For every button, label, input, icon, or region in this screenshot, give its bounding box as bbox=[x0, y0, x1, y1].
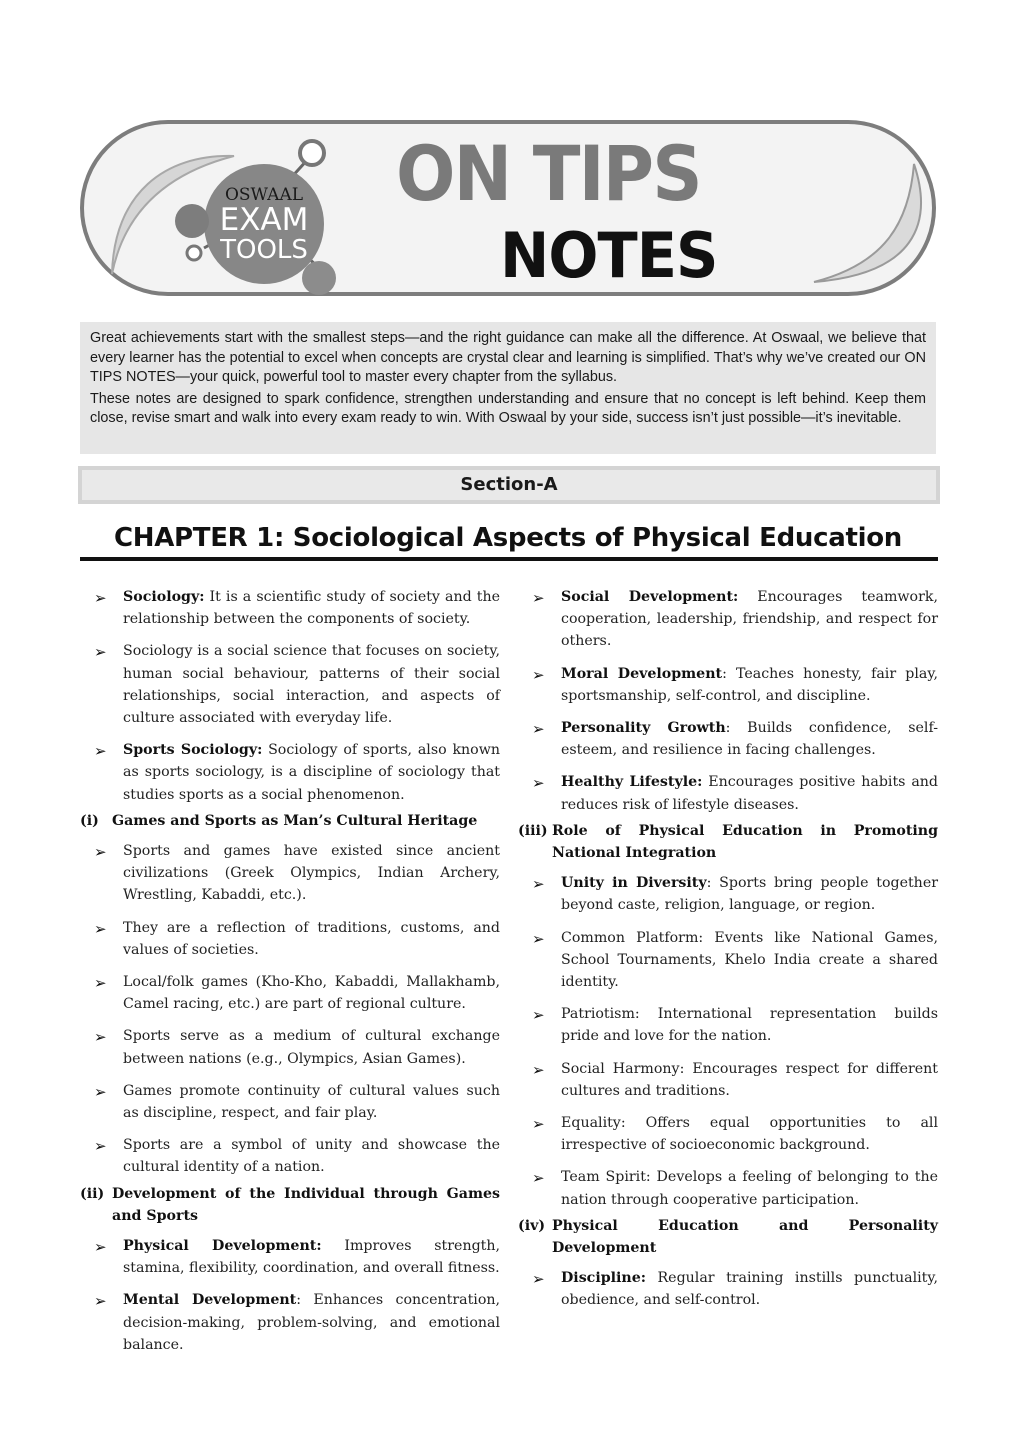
intro-paragraph-2: These notes are designed to spark confidence, strengthen understanding and ensure that no concept is left behind. Keep them close, revise smart and walk into every exam ready to win. With Oswaal by your side, success isn’t just possible—it’s inevitable. bbox=[90, 390, 926, 427]
bullet-text: Games promote continuity of cultural values such as discipline, respect, and fair play. bbox=[123, 1082, 500, 1122]
bullet-text: Patriotism: International representation builds pride and love for the nation. bbox=[561, 1006, 938, 1045]
bullet-term: Physical Development: bbox=[123, 1238, 322, 1255]
bullet-text: Team Spirit: Develops a feeling of belonging to the nation through cooperative participation. bbox=[561, 1169, 938, 1208]
bullet-text: Improves strength, stamina, flexibility, coordination, and overall fitness. bbox=[123, 1238, 501, 1277]
arrow-bullet-icon: ➢ bbox=[532, 1169, 545, 1188]
bullet-text: : Sports bring people together beyond caste, religion, language, or region. bbox=[561, 875, 938, 914]
bullet-term: Moral Development bbox=[561, 665, 723, 682]
bullet-text: Equality: Offers equal opportunities to all irrespective of socioeconomic background. bbox=[561, 1115, 938, 1154]
arrow-bullet-icon: ➢ bbox=[532, 589, 545, 607]
bullet-term: Personality Growth bbox=[561, 720, 726, 737]
banner-title-on-tips: ON TIPS bbox=[396, 129, 701, 218]
list-item bbox=[518, 1112, 938, 1156]
arrow-bullet-icon: ➢ bbox=[94, 974, 107, 993]
list-item bbox=[518, 771, 938, 815]
logo-text-oswaal: OSWAAL bbox=[224, 185, 304, 205]
intro-paragraph-1: Great achievements start with the smallest steps—and the right guidance can make all the difference. At Oswaal, we believe that every learner has the potential to excel when concepts are crystal clear and learning is simplified. That’s why we’ve created our ON TIPS NOTES—your quick, powerful tool to master every chapter from the syllabus. bbox=[90, 330, 926, 386]
arrow-bullet-icon: ➢ bbox=[532, 1270, 545, 1289]
bullet-text: Encourages positive habits and reduces risk of lifestyle diseases. bbox=[561, 774, 938, 813]
bullet-text: Regular training instills punctuality, obedience, and self-control. bbox=[561, 1270, 938, 1309]
bullet-text: Sports and games have existed since ancient civilizations (Greek Olympics, Indian Archery, Wrestling, Kabaddi, etc.). bbox=[123, 843, 500, 904]
list-item bbox=[80, 1080, 500, 1124]
arrow-bullet-icon: ➢ bbox=[94, 843, 107, 862]
arrow-bullet-icon: ➢ bbox=[94, 589, 107, 607]
list-item bbox=[80, 739, 500, 806]
subsection-title: Physical Education and Personality Development bbox=[552, 1217, 938, 1257]
bullet-text: It is a scientific study of society and the relationship between the components of society. bbox=[123, 589, 500, 628]
intro-box bbox=[80, 322, 936, 454]
list-item bbox=[80, 1134, 500, 1178]
bullet-term: Sports Sociology: bbox=[123, 742, 263, 759]
bullet-text: : Builds confidence, self-esteem, and resilience in facing challenges. bbox=[561, 720, 938, 759]
subsection-title: Development of the Individual through Games and Sports bbox=[112, 1185, 500, 1224]
arrow-bullet-icon: ➢ bbox=[532, 1060, 545, 1079]
bullet-term: Mental Development bbox=[123, 1292, 297, 1309]
list-item bbox=[80, 1235, 500, 1279]
left-column bbox=[80, 586, 500, 1366]
arrow-bullet-icon: ➢ bbox=[532, 665, 545, 684]
list-item bbox=[518, 717, 938, 761]
subsection-heading-iii bbox=[518, 820, 938, 864]
subsection-title: Role of Physical Education in Promoting National Integration bbox=[552, 822, 938, 862]
bullet-text: Local/folk games (Kho-Kho, Kabaddi, Mallakhamb, Camel racing, etc.) are part of regional culture. bbox=[123, 974, 500, 1013]
list-item bbox=[80, 971, 500, 1015]
bullet-term: Unity in Diversity bbox=[561, 875, 707, 892]
arrow-bullet-icon: ➢ bbox=[94, 1137, 107, 1156]
subsection-number: (iv) bbox=[518, 1217, 546, 1234]
bullet-text: : Enhances concentration, decision-making, problem-solving, and emotional balance. bbox=[123, 1292, 501, 1353]
chapter-divider bbox=[80, 557, 938, 561]
list-item bbox=[80, 640, 500, 729]
bullet-text: Sociology of sports, also known as sports sociology, is a discipline of sociology that studies sports as a social phenomenon. bbox=[123, 742, 500, 803]
subsection-heading-ii bbox=[80, 1183, 500, 1227]
bullet-text: Encourages teamwork, cooperation, leadership, friendship, and respect for others. bbox=[561, 589, 938, 650]
arrow-bullet-icon: ➢ bbox=[532, 720, 545, 739]
bullet-term: Discipline: bbox=[561, 1270, 646, 1287]
bullet-text: They are a reflection of traditions, customs, and values of societies. bbox=[123, 919, 500, 958]
arrow-bullet-icon: ➢ bbox=[94, 742, 107, 761]
subsection-number: (ii) bbox=[80, 1185, 105, 1202]
list-item bbox=[518, 1058, 938, 1102]
right-swoosh bbox=[814, 164, 921, 282]
subsection-number: (iii) bbox=[518, 822, 548, 839]
list-item bbox=[518, 1003, 938, 1047]
list-item bbox=[518, 663, 938, 707]
logo-text-exam: EXAM bbox=[219, 202, 309, 238]
list-item bbox=[518, 1166, 938, 1210]
list-item bbox=[80, 1025, 500, 1069]
list-item bbox=[518, 872, 938, 916]
list-item bbox=[518, 927, 938, 994]
arrow-bullet-icon: ➢ bbox=[94, 919, 107, 938]
list-item bbox=[80, 840, 500, 907]
subsection-heading-i bbox=[80, 810, 500, 832]
arrow-bullet-icon: ➢ bbox=[94, 1238, 107, 1257]
bullet-text: Sociology is a social science that focuses on society, human social behaviour, patterns of their social relationships, social interaction, and aspects of culture associated with everyday life. bbox=[123, 643, 500, 727]
list-item bbox=[518, 1267, 938, 1311]
banner-title-notes: NOTES bbox=[500, 219, 718, 292]
section-label: Section-A bbox=[82, 470, 936, 500]
arrow-bullet-icon: ➢ bbox=[532, 1006, 545, 1025]
oswaal-exam-tools-logo bbox=[164, 128, 340, 298]
list-item bbox=[518, 586, 938, 653]
subsection-number: (i) bbox=[80, 812, 99, 829]
section-header bbox=[78, 466, 940, 504]
arrow-bullet-icon: ➢ bbox=[532, 929, 545, 948]
bullet-term: Social Development: bbox=[561, 589, 739, 605]
bullet-text: Common Platform: Events like National Games, School Tournaments, Khelo India create a shared identity. bbox=[561, 929, 938, 991]
bullet-text: Sports are a symbol of unity and showcase the cultural identity of a nation. bbox=[123, 1137, 500, 1176]
subsection-heading-iv bbox=[518, 1215, 938, 1259]
arrow-bullet-icon: ➢ bbox=[532, 774, 545, 793]
arrow-bullet-icon: ➢ bbox=[94, 1082, 107, 1101]
arrow-bullet-icon: ➢ bbox=[532, 1115, 545, 1134]
bullet-term: Healthy Lifestyle: bbox=[561, 774, 703, 791]
list-item bbox=[80, 917, 500, 961]
chapter-title: CHAPTER 1: Sociological Aspects of Physical Education bbox=[113, 523, 903, 553]
list-item bbox=[80, 1289, 500, 1356]
arrow-bullet-icon: ➢ bbox=[94, 1028, 107, 1047]
arrow-bullet-icon: ➢ bbox=[94, 643, 107, 662]
bullet-term: Sociology: bbox=[123, 589, 205, 605]
bullet-text: : Teaches honesty, fair play, sportsmanship, self-control, and discipline. bbox=[561, 665, 938, 704]
logo-text-tools: TOOLS bbox=[220, 235, 308, 265]
arrow-bullet-icon: ➢ bbox=[532, 875, 545, 894]
bullet-text: Social Harmony: Encourages respect for different cultures and traditions. bbox=[561, 1060, 938, 1099]
right-column bbox=[518, 586, 938, 1322]
list-item bbox=[80, 586, 500, 630]
bullet-text: Sports serve as a medium of cultural exchange between nations (e.g., Olympics, Asian Games). bbox=[123, 1028, 500, 1067]
arrow-bullet-icon: ➢ bbox=[94, 1292, 107, 1311]
subsection-title: Games and Sports as Man’s Cultural Heritage bbox=[112, 812, 478, 829]
